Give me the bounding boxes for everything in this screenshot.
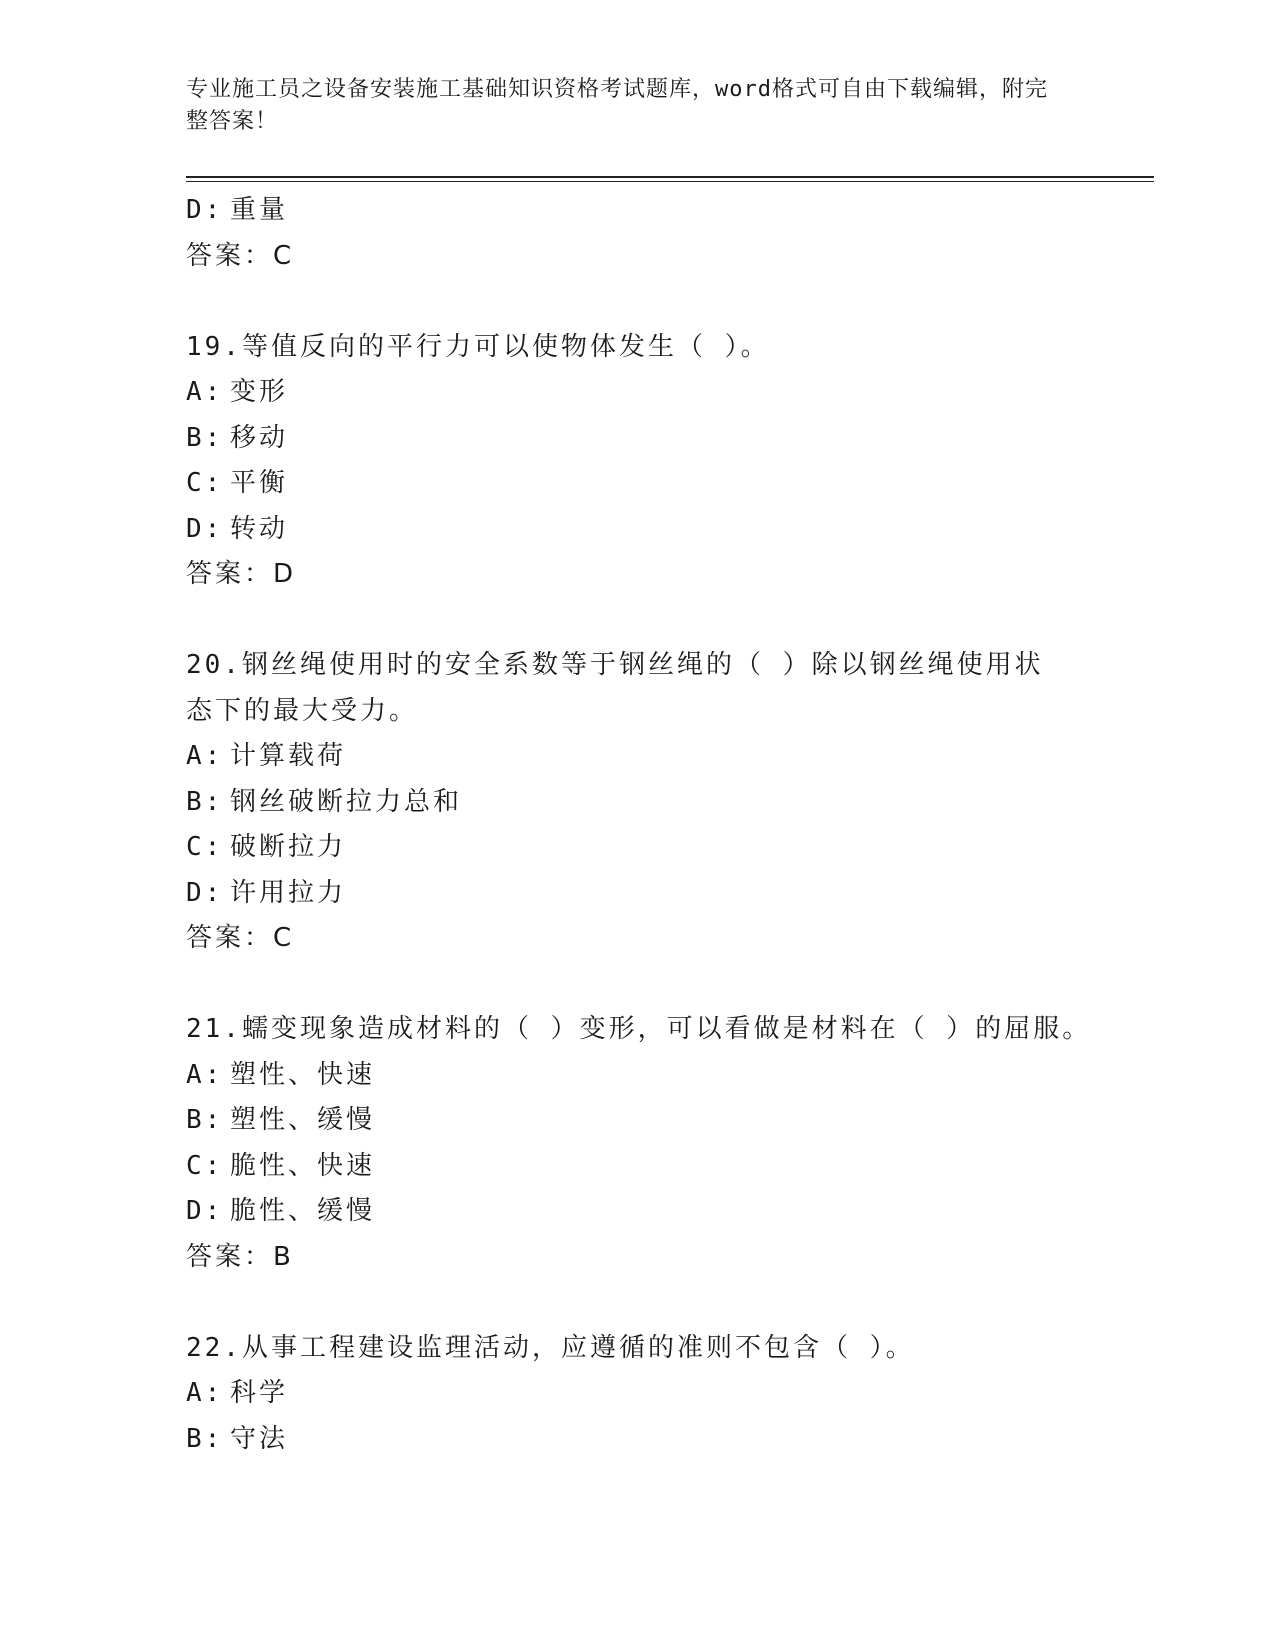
option-letter: B: (186, 422, 224, 453)
option-text: 科学 (230, 1378, 289, 1408)
question-content (186, 188, 1092, 1462)
answer-line: 答案：C (186, 923, 295, 953)
answer-line: 答案：C (186, 240, 295, 271)
option-letter: C: (186, 468, 224, 498)
option-row (186, 507, 1086, 553)
option-row (186, 370, 1086, 416)
option-text: 许用拉力 (230, 877, 347, 908)
option-letter: B: (186, 1105, 224, 1135)
option-row (186, 1417, 1086, 1463)
option-letter: D: (186, 1196, 224, 1226)
option-letter: D: (186, 513, 224, 544)
option-letter: A: (186, 1378, 224, 1408)
option-row (186, 1053, 1086, 1099)
spacer (186, 598, 1086, 644)
option-row (186, 1144, 1086, 1190)
option-row (186, 871, 1086, 917)
document-header: 专业施工员之设备安装施工基础知识资格考试题库，word格式可自由下载编辑，附完整答案！ (186, 77, 1048, 134)
option-text: 变形 (230, 377, 289, 407)
option-letter: A: (186, 1059, 224, 1090)
option-text: 塑性、缓慢 (230, 1105, 376, 1135)
spacer (186, 1280, 1086, 1326)
spacer (186, 962, 1086, 1008)
option-text: 脆性、快速 (230, 1150, 376, 1181)
question-text: 22.从事工程建设监理活动，应遵循的准则不包含（ ）。 (186, 1332, 915, 1363)
option-letter: D: (186, 195, 224, 225)
answer-line: 答案：B (186, 1241, 294, 1272)
option-letter: C: (186, 1150, 224, 1181)
option-text: 平衡 (230, 468, 289, 498)
option-letter: A: (186, 741, 224, 771)
option-row (186, 780, 1086, 826)
option-row (186, 1371, 1086, 1417)
option-text: 转动 (230, 513, 289, 544)
option-row (186, 416, 1086, 462)
option-row (186, 825, 1086, 871)
option-text: 塑性、快速 (230, 1059, 376, 1090)
option-row (186, 734, 1086, 780)
option-text: 钢丝破断拉力总和 (230, 786, 463, 817)
option-letter: B: (186, 786, 224, 817)
option-text: 重量 (230, 195, 289, 225)
option-letter: B: (186, 1423, 224, 1454)
option-text: 移动 (230, 422, 289, 453)
option-text: 守法 (230, 1423, 289, 1454)
option-row (186, 188, 1086, 234)
question-text: 20.钢丝绳使用时的安全系数等于钢丝绳的（ ）除以钢丝绳使用状态下的最大受力。 (186, 650, 1044, 726)
option-text: 脆性、缓慢 (230, 1196, 376, 1226)
question-text: 19.等值反向的平行力可以使物体发生（ ）。 (186, 331, 770, 362)
option-letter: D: (186, 877, 224, 908)
option-text: 破断拉力 (230, 832, 347, 862)
option-letter: A: (186, 377, 224, 407)
question-text: 21.蠕变现象造成材料的（ ）变形，可以看做是材料在（ ）的屈服。 (186, 1014, 1092, 1044)
option-letter: C: (186, 832, 224, 862)
header-divider (186, 176, 1154, 182)
option-row (186, 461, 1086, 507)
option-row (186, 1098, 1086, 1144)
option-row (186, 1189, 1086, 1235)
option-text: 计算载荷 (230, 741, 347, 771)
answer-line: 答案：D (186, 559, 297, 589)
spacer (186, 279, 1086, 325)
